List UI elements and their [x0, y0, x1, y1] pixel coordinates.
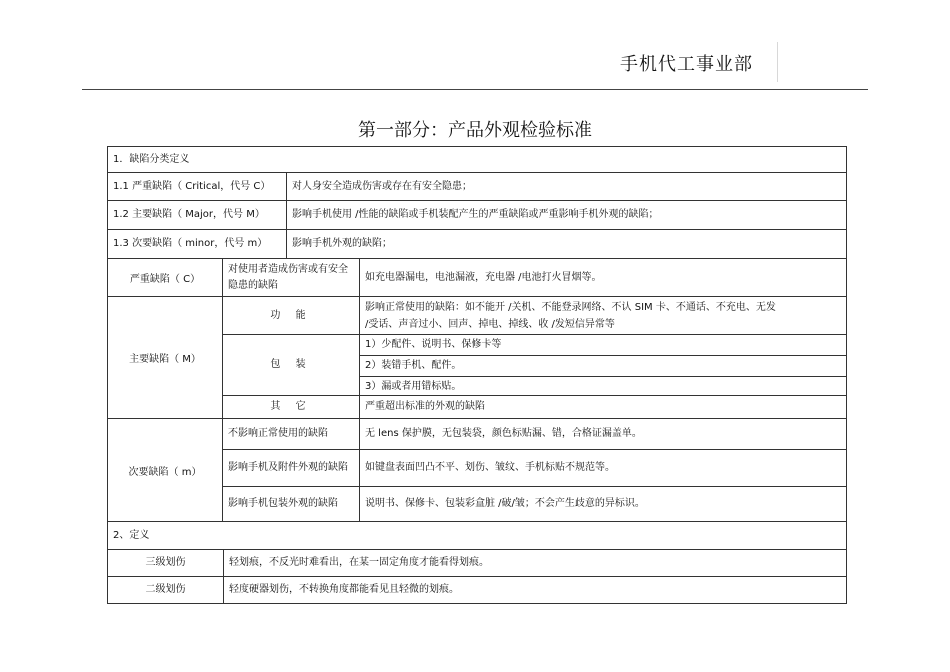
page-title: 第一部分：产品外观检验标准 [358, 120, 592, 141]
minor-row [223, 419, 846, 449]
definition-desc: 影响手机使用 /性能的缺陷或手机装配产生的严重缺陷或严重影响手机外观的缺陷； [286, 201, 846, 229]
scratch-definition-row [108, 576, 846, 603]
definition-row [108, 200, 846, 229]
scratch-level-desc: 轻度硬器划伤，不转换角度都能看见且轻微的划痕。 [223, 577, 846, 603]
major-other-row [223, 395, 846, 418]
critical-defect-sublabel: 对使用者造成伤害或有安全隐患的缺陷 [223, 259, 360, 296]
minor-row [223, 449, 846, 486]
minor-row-desc: 无 lens 保护膜，无包装袋，颜色标贴漏、错，合格证漏盖单。 [365, 428, 642, 439]
inspection-standard-table [107, 146, 847, 604]
definition-label: 1.1 严重缺陷（ Critical，代号 C） [113, 180, 271, 192]
major-function-row [223, 297, 846, 334]
scratch-level-label: 二级划伤 [145, 584, 186, 595]
definition-row [108, 229, 846, 258]
minor-row [223, 486, 846, 521]
definition-label: 1.2 主要缺陷（ Major，代号 M） [113, 209, 265, 220]
definition-desc: 对人身安全造成伤害或存在有安全隐患； [286, 173, 846, 200]
major-defect-label: 主要缺陷（ M） [108, 297, 223, 418]
definition-row [108, 172, 846, 200]
section2-heading: 2、定义 [113, 529, 150, 541]
minor-row-label: 影响手机包装外观的缺陷 [223, 487, 360, 521]
major-package-label: 包 装 [223, 335, 360, 395]
minor-row-label: 不影响正常使用的缺陷 [223, 419, 360, 449]
definition-desc: 影响手机外观的缺陷； [286, 230, 846, 258]
definition-label: 1.3 次要缺陷（ minor，代号 m） [113, 238, 268, 249]
section1-heading: 1．缺陷分类定义 [113, 153, 190, 165]
minor-row-label: 影响手机及附件外观的缺陷 [223, 450, 360, 486]
minor-defect-block [108, 418, 846, 521]
major-other-label: 其 它 [223, 396, 360, 418]
package-item: 2）装错手机、配件。 [360, 355, 846, 376]
package-item: 1）少配件、说明书、保修卡等 [365, 339, 502, 350]
major-function-desc-line1: 影响正常使用的缺陷：如不能开 /关机、不能登录网络、不认 SIM 卡、不通话、不充电、无发 [365, 301, 776, 313]
major-function-desc-line2: /受话、声音过小、回声、掉电、掉线、收 /发短信异常等 [365, 318, 615, 330]
major-function-label: 功 能 [223, 297, 360, 334]
critical-defect-block [108, 258, 846, 296]
minor-row-desc: 说明书、保修卡、包装彩盒脏 /破/皱；不会产生歧意的异标识。 [365, 498, 645, 509]
section1-heading-row [108, 147, 846, 172]
minor-defect-label: 次要缺陷（ m） [108, 419, 223, 521]
section2-heading-row [108, 521, 846, 549]
scratch-level-label: 三级划伤 [145, 557, 186, 568]
critical-defect-label: 严重缺陷（ C） [108, 259, 223, 296]
header-rule [82, 89, 868, 90]
major-defect-block [108, 296, 846, 418]
department-name: 手机代工事业部 [620, 54, 753, 75]
major-package-row [223, 334, 846, 395]
scratch-level-desc: 轻划痕，不反光时难看出，在某一固定角度才能看得划痕。 [223, 550, 846, 576]
package-item: 3）漏或者用错标贴。 [360, 376, 846, 397]
minor-row-desc: 如键盘表面凹凸不平、划伤、皱纹、手机标贴不规范等。 [365, 462, 615, 473]
critical-defect-desc: 如充电器漏电，电池漏液，充电器 /电池打火冒烟等。 [365, 271, 602, 283]
major-other-desc: 严重超出标准的外观的缺陷 [365, 401, 485, 412]
scratch-definition-row [108, 549, 846, 576]
header-divider [777, 42, 778, 82]
